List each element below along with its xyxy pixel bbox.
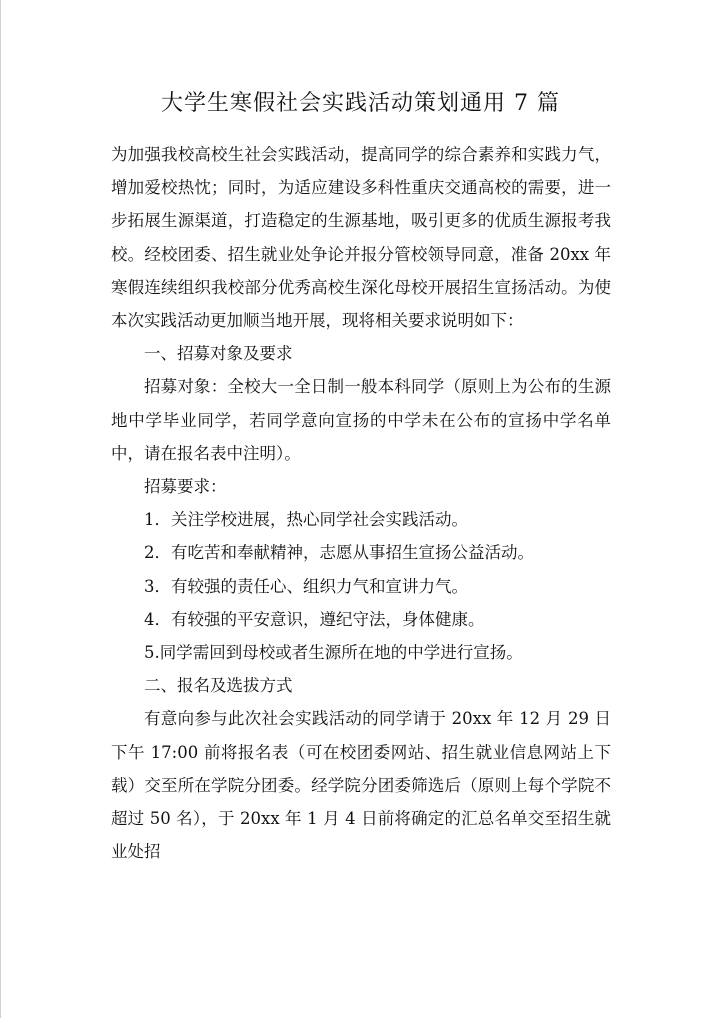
list-item: 2．有吃苦和奉献精神，志愿从事招生宣扬公益活动。	[144, 543, 534, 563]
list-item: 4．有较强的平安意识，遵纪守法，身体健康。	[144, 609, 485, 629]
signup-paragraph: 有意向参与此次社会实践活动的同学请于 20xx 年 12 月 29 日下午 17:00 前将报名表（可在校团委网站、招生就业信息网站上下载）交至所在学院分团委。经学院分团委筛选后（原则上每个学院不超过 50 名），于 20xx 年 1 月 4 日前将确定的汇总名单交至招生就业处招	[111, 709, 611, 862]
list-item: 1．关注学校进展，热心同学社会实践活动。	[144, 510, 468, 530]
recruit-target-paragraph: 招募对象：全校大一全日制一般本科同学（原则上为公布的生源地中学毕业同学，若同学意向宣扬的中学未在公布的宣扬中学名单中，请在报名表中注明）。	[111, 377, 611, 463]
recruit-requirements-label: 招募要求：	[144, 477, 227, 497]
list-item: 5.同学需回到母校或者生源所在地的中学进行宣扬。	[144, 643, 523, 663]
section-heading-recruitment: 一、招募对象及要求	[144, 344, 293, 364]
intro-paragraph: 为加强我校高校生社会实践活动，提高同学的综合素养和实践力气，增加爱校热忱；同时，为适应建设多科性重庆交通高校的需要，进一步拓展生源渠道，打造稳定的生源基地，吸引更多的优质生源报考我校。经校团委、招生就业处争论并报分管校领导同意，准备 20xx 年寒假连续组织我校部分优秀高校生深化母校开展招生宣扬活动。为使本次实践活动更加顺当地开展，现将相关要求说明如下：	[111, 145, 611, 331]
document-title: 大学生寒假社会实践活动策划通用 7 篇	[161, 91, 560, 116]
section-heading-signup: 二、报名及选拔方式	[144, 676, 293, 696]
document-body	[111, 138, 611, 868]
list-item: 3．有较强的责任心、组织力气和宣讲力气。	[144, 576, 468, 596]
